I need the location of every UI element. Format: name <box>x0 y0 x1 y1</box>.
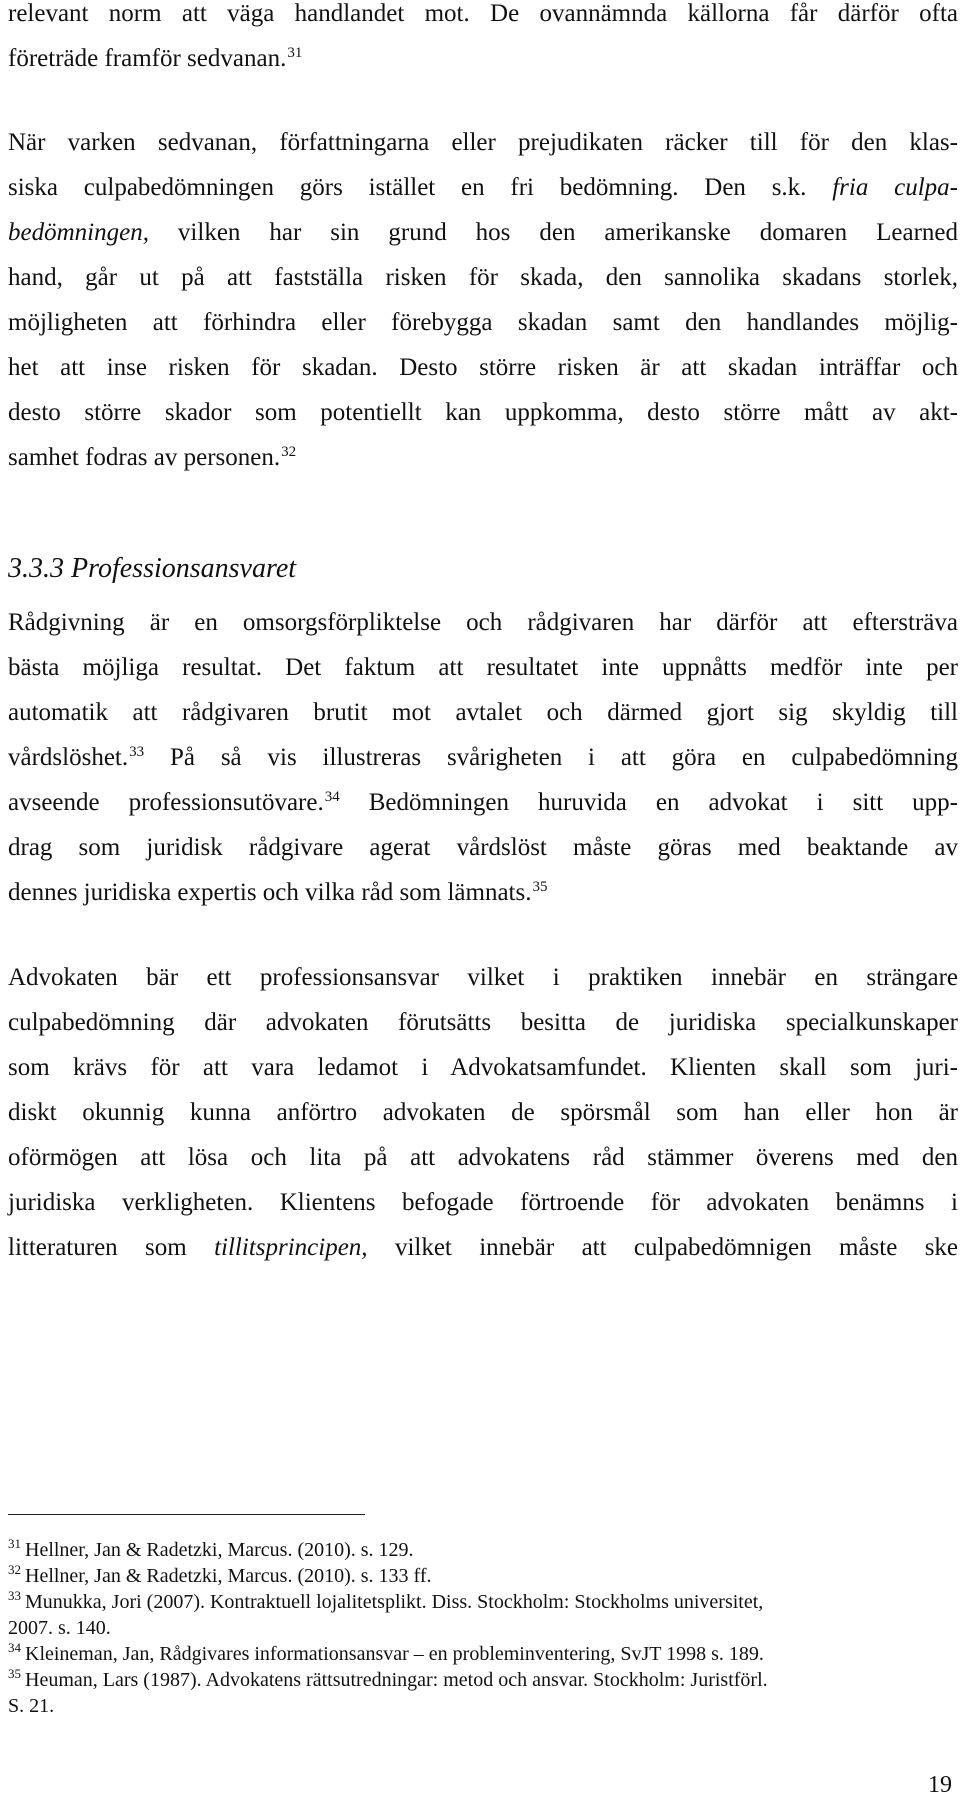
emphasis: tillitsprincipen, <box>214 1234 368 1261</box>
paragraph-3-line-5 <box>8 788 958 818</box>
text-span: vårdslöshet. <box>8 744 129 771</box>
text-span: företräde framför sedvanan. <box>8 45 287 72</box>
paragraph-2-line-1: När varken sedvanan, författningarna eller prejudikaten räcker till för den klas- <box>8 129 958 156</box>
footnote-ref-34: 34 <box>324 788 340 805</box>
footnote-35-continued: S. 21. <box>8 1695 55 1717</box>
text-span: samhet fodras av personen. <box>8 444 281 471</box>
footnote-33-continued: 2007. s. 140. <box>8 1617 111 1639</box>
footnote-31 <box>8 1538 958 1562</box>
footnote-number: 35 <box>8 1666 21 1682</box>
page-number: 19 <box>928 1772 952 1798</box>
footnote-32 <box>8 1564 958 1588</box>
footnote-ref-32: 32 <box>281 443 297 460</box>
text-span: avseende professionsutövare. <box>8 789 324 816</box>
footnote-text: Munukka, Jori (2007). Kontraktuell lojalitetsplikt. Diss. Stockholm: Stockholms universitet, <box>25 1591 764 1613</box>
footnote-35 <box>8 1668 958 1692</box>
footnote-text: Hellner, Jan & Radetzki, Marcus. (2010). s. 129. <box>25 1539 414 1561</box>
emphasis: fria culpa- <box>832 174 958 201</box>
paragraph-3-line-7 <box>8 878 958 908</box>
paragraph-2-line-4: hand, går ut på att fastställa risken för skada, den sannolika skadans storlek, <box>8 264 958 291</box>
footnote-ref-35: 35 <box>532 878 548 895</box>
paragraph-2-line-7: desto större skador som potentiellt kan uppkomma, desto större mått av akt- <box>8 399 958 426</box>
paragraph-4-line-3: som krävs för att vara ledamot i Advokatsamfundet. Klienten skall som juri- <box>8 1054 958 1081</box>
section-heading: 3.3.3 Professionsansvaret <box>8 553 297 584</box>
paragraph-3-line-3: automatik att rådgivaren brutit mot avtalet och därmed gjort sig skyldig till <box>8 699 958 726</box>
paragraph-2-line-3 <box>8 218 958 248</box>
paragraph-3-line-2: bästa möjliga resultat. Det faktum att resultatet inte uppnåtts medför inte per <box>8 654 958 681</box>
paragraph-4-line-6: juridiska verkligheten. Klientens befogade förtroende för advokaten benämns i <box>8 1189 958 1216</box>
footnote-ref-33: 33 <box>129 743 145 760</box>
paragraph-4-line-5: oförmögen att lösa och lita på att advokatens råd stämmer överens med den <box>8 1144 958 1171</box>
emphasis: bedömningen, <box>8 219 149 246</box>
paragraph-4-line-2: culpabedömning där advokaten förutsätts besitta de juridiska specialkunskaper <box>8 1009 958 1036</box>
footnote-text: Hellner, Jan & Radetzki, Marcus. (2010). s. 133 ff. <box>25 1565 432 1587</box>
paragraph-4-line-7 <box>8 1233 958 1263</box>
paragraph-2-line-6: het att inse risken för skadan. Desto större risken är att skadan inträffar och <box>8 354 958 381</box>
text-span: siska culpabedömningen görs istället en fri bedömning. Den s.k. <box>8 174 807 201</box>
paragraph-3-line-4 <box>8 743 958 773</box>
footnote-number: 33 <box>8 1588 21 1604</box>
footnote-ref-31: 31 <box>287 44 303 61</box>
text-span: På så vis illustreras svårigheten i att göra en culpabedömning <box>169 744 959 771</box>
footnote-number: 31 <box>8 1536 21 1552</box>
footnote-text: Heuman, Lars (1987). Advokatens rättsutredningar: metod och ansvar. Stockholm: Juristförl. <box>25 1669 768 1691</box>
paragraph-1-line-2 <box>8 44 958 74</box>
paragraph-4-line-4: diskt okunnig kunna anförtro advokaten de spörsmål som han eller hon är <box>8 1099 958 1126</box>
footnote-text: Kleineman, Jan, Rådgivares informationsansvar – en probleminventering, SvJT 1998 s. 189. <box>25 1643 764 1665</box>
footnote-number: 32 <box>8 1562 21 1578</box>
text-span: vilket innebär att culpabedömnigen måste ske <box>394 1234 959 1261</box>
text-span: Bedömningen huruvida en advokat i sitt upp- <box>368 789 958 816</box>
paragraph-2-line-8 <box>8 443 958 473</box>
paragraph-4-line-1: Advokaten bär ett professionsansvar vilket i praktiken innebär en strängare <box>8 964 958 991</box>
paragraph-2-line-2 <box>8 173 958 203</box>
paragraph-3-line-6: drag som juridisk rådgivare agerat vårdslöst måste göras med beaktande av <box>8 834 958 861</box>
text-span: vilken har sin grund hos den amerikanske domaren Learned <box>177 219 959 246</box>
text-span: dennes juridiska expertis och vilka råd som lämnats. <box>8 879 532 906</box>
paragraph-1-line-1: relevant norm att väga handlandet mot. De ovannämnda källorna får därför ofta <box>8 0 958 27</box>
text-span: litteraturen som <box>8 1234 187 1261</box>
footnote-separator <box>8 1514 365 1515</box>
paragraph-3-line-1: Rådgivning är en omsorgsförpliktelse och rådgivaren har därför att eftersträva <box>8 609 958 636</box>
paragraph-2-line-5: möjligheten att förhindra eller förebygga skadan samt den handlandes möjlig- <box>8 309 958 336</box>
footnote-number: 34 <box>8 1640 21 1656</box>
footnote-33 <box>8 1590 958 1614</box>
footnote-34 <box>8 1642 958 1666</box>
